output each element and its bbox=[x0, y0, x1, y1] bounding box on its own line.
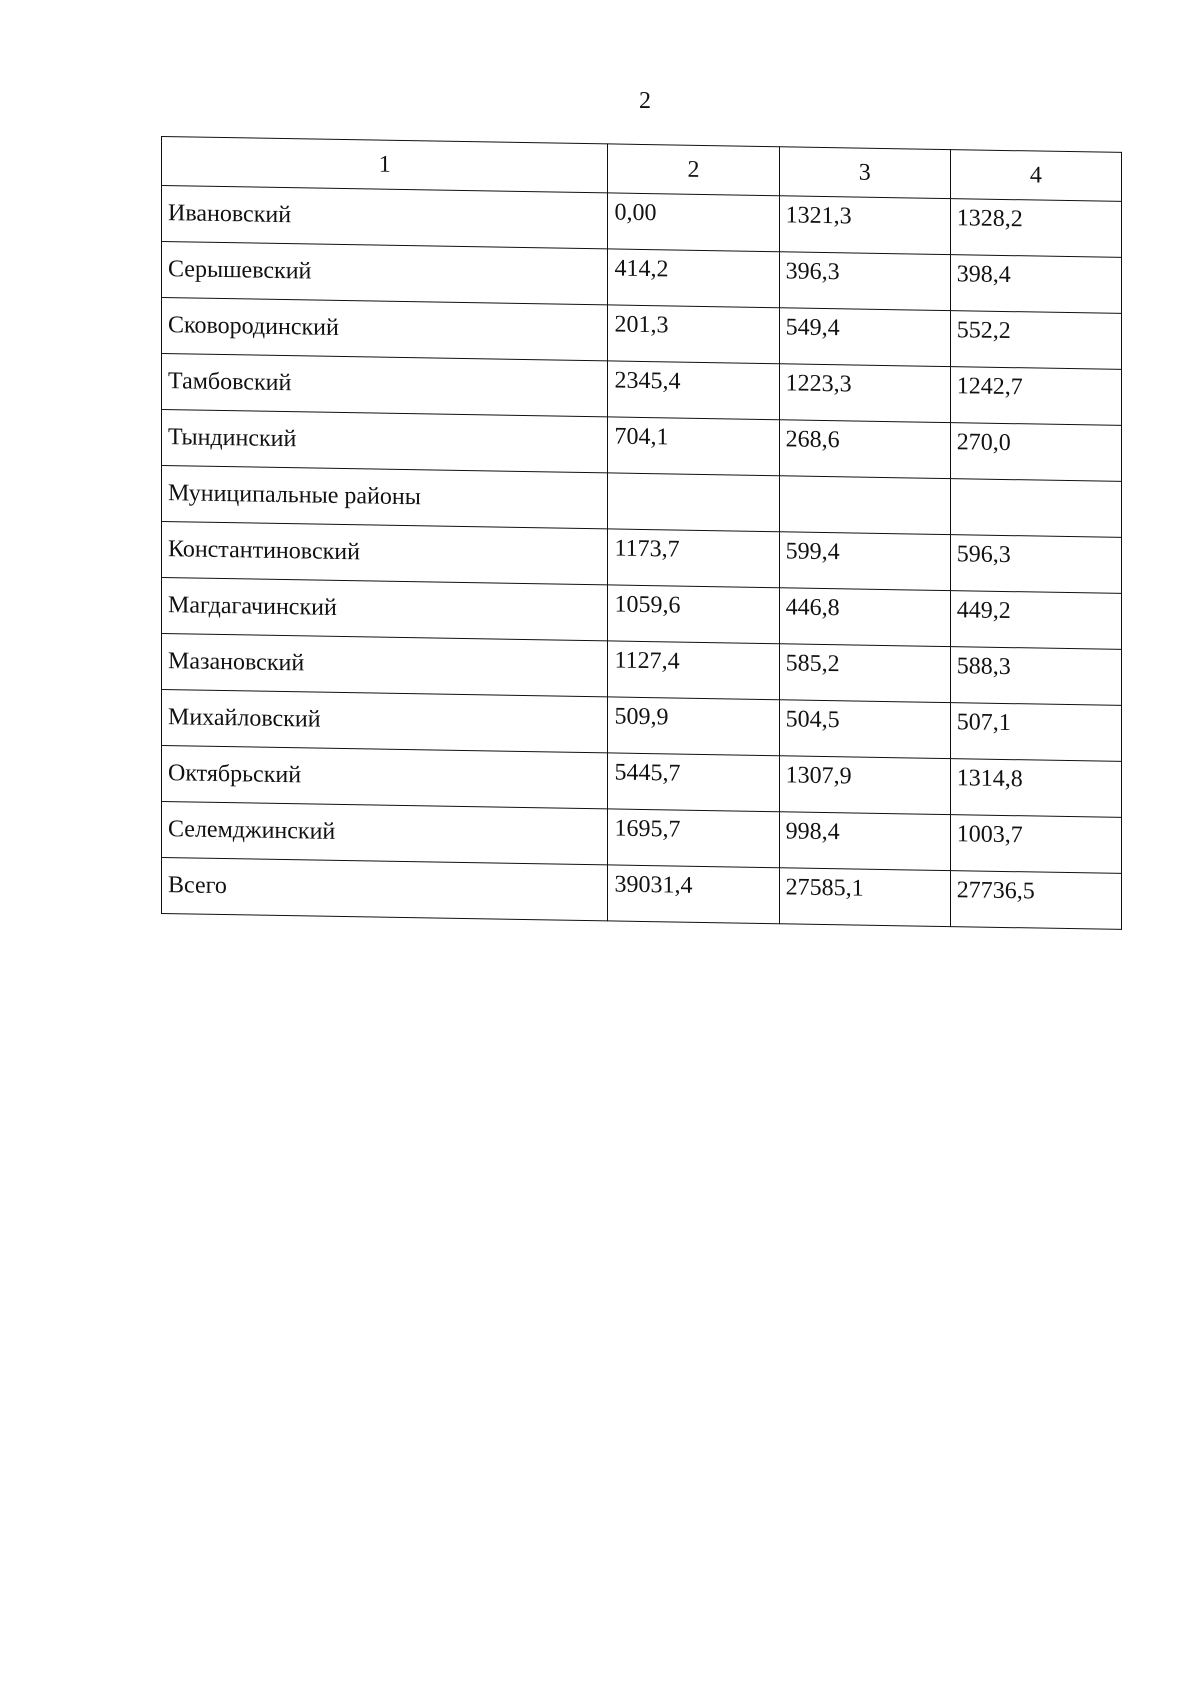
value-col-3: 585,2 bbox=[779, 644, 950, 703]
value-col-4: 398,4 bbox=[950, 255, 1121, 314]
district-name: Константиновский bbox=[162, 522, 608, 585]
value-col-4: 1003,7 bbox=[950, 815, 1121, 874]
header-cell-1: 1 bbox=[162, 137, 608, 193]
value-col-3: 549,4 bbox=[779, 308, 950, 367]
value-col-3: 1223,3 bbox=[779, 364, 950, 423]
value-col-2: 414,2 bbox=[608, 249, 779, 308]
value-col-4: 552,2 bbox=[950, 311, 1121, 370]
district-name: Сковородинский bbox=[162, 298, 608, 361]
value-col-4: 588,3 bbox=[950, 647, 1121, 706]
value-col-2: 509,9 bbox=[608, 697, 779, 756]
district-name: Михайловский bbox=[162, 690, 608, 753]
value-col-2: 2345,4 bbox=[608, 361, 779, 420]
data-table bbox=[161, 136, 1122, 930]
value-col-4: 449,2 bbox=[950, 591, 1121, 650]
district-name: Тындинский bbox=[162, 410, 608, 473]
value-col-2: 5445,7 bbox=[608, 753, 779, 812]
total-col-3: 27585,1 bbox=[779, 868, 950, 927]
district-name: Селемджинский bbox=[162, 802, 608, 865]
header-cell-3: 3 bbox=[779, 147, 950, 199]
value-col-3: 998,4 bbox=[779, 812, 950, 871]
value-col-3: 396,3 bbox=[779, 252, 950, 311]
value-col-3: 268,6 bbox=[779, 420, 950, 479]
value-col-2 bbox=[608, 473, 779, 532]
page-number: 2 bbox=[639, 88, 651, 114]
district-name: Тамбовский bbox=[162, 354, 608, 417]
district-name: Ивановский bbox=[162, 186, 608, 249]
value-col-2: 201,3 bbox=[608, 305, 779, 364]
value-col-4: 1328,2 bbox=[950, 199, 1121, 258]
value-col-2: 1059,6 bbox=[608, 585, 779, 644]
value-col-2: 1127,4 bbox=[608, 641, 779, 700]
header-cell-4: 4 bbox=[950, 150, 1121, 202]
district-name: Октябрьский bbox=[162, 746, 608, 809]
value-col-3: 446,8 bbox=[779, 588, 950, 647]
value-col-3: 1321,3 bbox=[779, 196, 950, 255]
value-col-4: 596,3 bbox=[950, 535, 1121, 594]
value-col-2: 704,1 bbox=[608, 417, 779, 476]
value-col-2: 1173,7 bbox=[608, 529, 779, 588]
district-name: Мазановский bbox=[162, 634, 608, 697]
value-col-4: 507,1 bbox=[950, 703, 1121, 762]
value-col-4: 270,0 bbox=[950, 423, 1121, 482]
total-col-2: 39031,4 bbox=[608, 865, 779, 924]
value-col-2: 1695,7 bbox=[608, 809, 779, 868]
value-col-4: 1242,7 bbox=[950, 367, 1121, 426]
value-col-4: 1314,8 bbox=[950, 759, 1121, 818]
section-label: Муниципальные районы bbox=[162, 466, 608, 529]
value-col-3 bbox=[779, 476, 950, 535]
total-label: Всего bbox=[162, 858, 608, 921]
value-col-2: 0,00 bbox=[608, 193, 779, 252]
district-name: Магдагачинский bbox=[162, 578, 608, 641]
header-cell-2: 2 bbox=[608, 144, 779, 196]
value-col-4 bbox=[950, 479, 1121, 538]
value-col-3: 1307,9 bbox=[779, 756, 950, 815]
value-col-3: 504,5 bbox=[779, 700, 950, 759]
total-col-4: 27736,5 bbox=[950, 871, 1121, 930]
district-name: Серышевский bbox=[162, 242, 608, 305]
value-col-3: 599,4 bbox=[779, 532, 950, 591]
